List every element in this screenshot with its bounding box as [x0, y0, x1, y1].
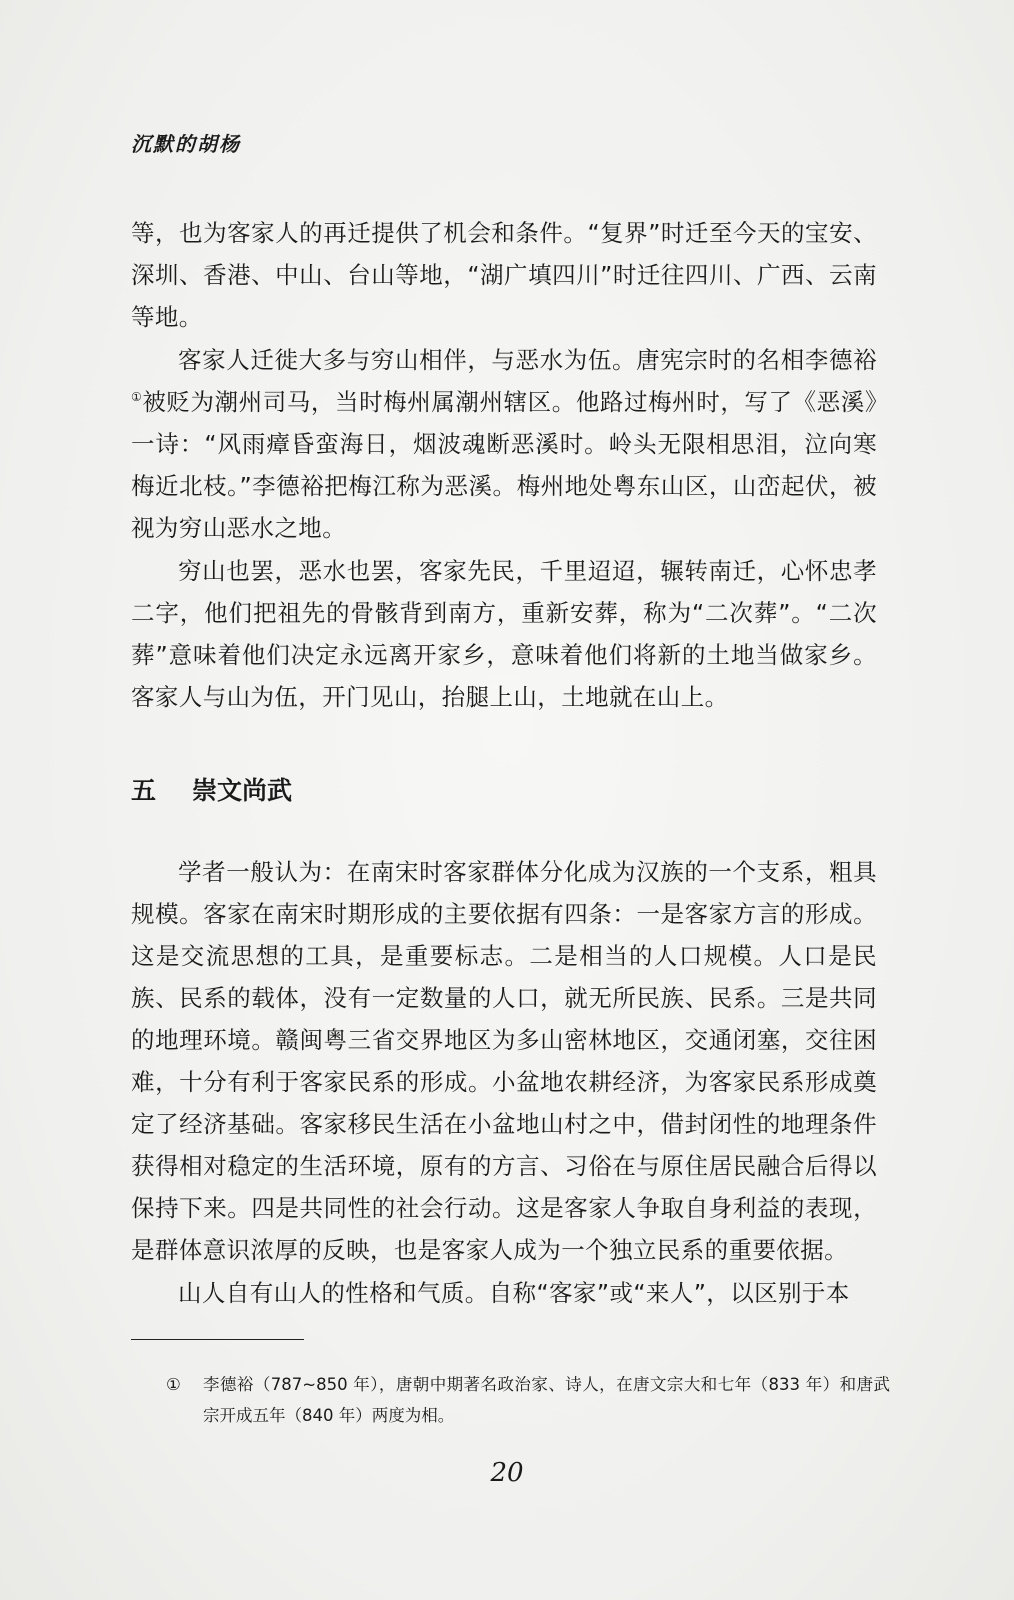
paragraph-2-part-a: 客家人迁徙大多与穷山相伴，与恶水为伍。唐宪宗时的名相李德裕	[178, 346, 877, 374]
footnote-mark: ①	[166, 1375, 181, 1394]
footnote-reference: ①	[131, 390, 143, 405]
page-number: 20	[490, 1458, 524, 1488]
paragraph-3: 穷山也罢，恶水也罢，客家先民，千里迢迢，辗转南迁，心怀忠孝二字，他们把祖先的骨骸背到南方，重新安葬，称为“二次葬”。“二次葬”意味着他们决定永远离开家乡，意味着他们将新的土地当做家乡。客家人与山为伍，开门见山，抬腿上山，土地就在山上。	[131, 557, 877, 711]
footnote-divider	[131, 1339, 304, 1340]
running-header-book-title: 沉默的胡杨	[131, 132, 241, 156]
paragraph-2	[131, 339, 877, 549]
paragraph-1: 等，也为客家人的再迁提供了机会和条件。“复界”时迁至今天的宝安、深圳、香港、中山、台山等地，“湖广填四川”时迁往四川、广西、云南等地。	[131, 219, 877, 331]
paragraph-5: 山人自有山人的性格和气质。自称“客家”或“来人”，以区别于本	[178, 1279, 850, 1307]
footnote	[166, 1369, 890, 1431]
paragraph-4: 学者一般认为：在南宋时客家群体分化成为汉族的一个支系，粗具规模。客家在南宋时期形成的主要依据有四条：一是客家方言的形成。这是交流思想的工具，是重要标志。二是相当的人口规模。人口是民族、民系的载体，没有一定数量的人口，就无所民族、民系。三是共同的地理环境。赣闽粤三省交界地区为多山密林地区，交通闭塞，交往困难，十分有利于客家民系的形成。小盆地农耕经济，为客家民系形成奠定了经济基础。客家移民生活在小盆地山村之中，借封闭性的地理条件获得相对稳定的生活环境，原有的方言、习俗在与原住居民融合后得以保持下来。四是共同性的社会行动。这是客家人争取自身利益的表现，是群体意识浓厚的反映，也是客家人成为一个独立民系的重要依据。	[131, 858, 877, 1264]
section-number: 五	[131, 776, 157, 805]
section-heading	[131, 771, 292, 807]
footnote-text: 李德裕（787~850 年），唐朝中期著名政治家、诗人，在唐文宗大和七年（833 年）和唐武宗开成五年（840 年）两度为相。	[203, 1375, 890, 1425]
paragraph-2-part-b: 被贬为潮州司马，当时梅州属潮州辖区。他路过梅州时，写了《恶溪》一诗：“风雨瘴昏蛮海日，烟波魂断恶溪时。岭头无限相思泪，泣向寒梅近北枝。”李德裕把梅江称为恶溪。梅州地处粤东山区，山峦起伏，被视为穷山恶水之地。	[131, 388, 877, 542]
section-title: 崇文尚武	[192, 776, 293, 805]
